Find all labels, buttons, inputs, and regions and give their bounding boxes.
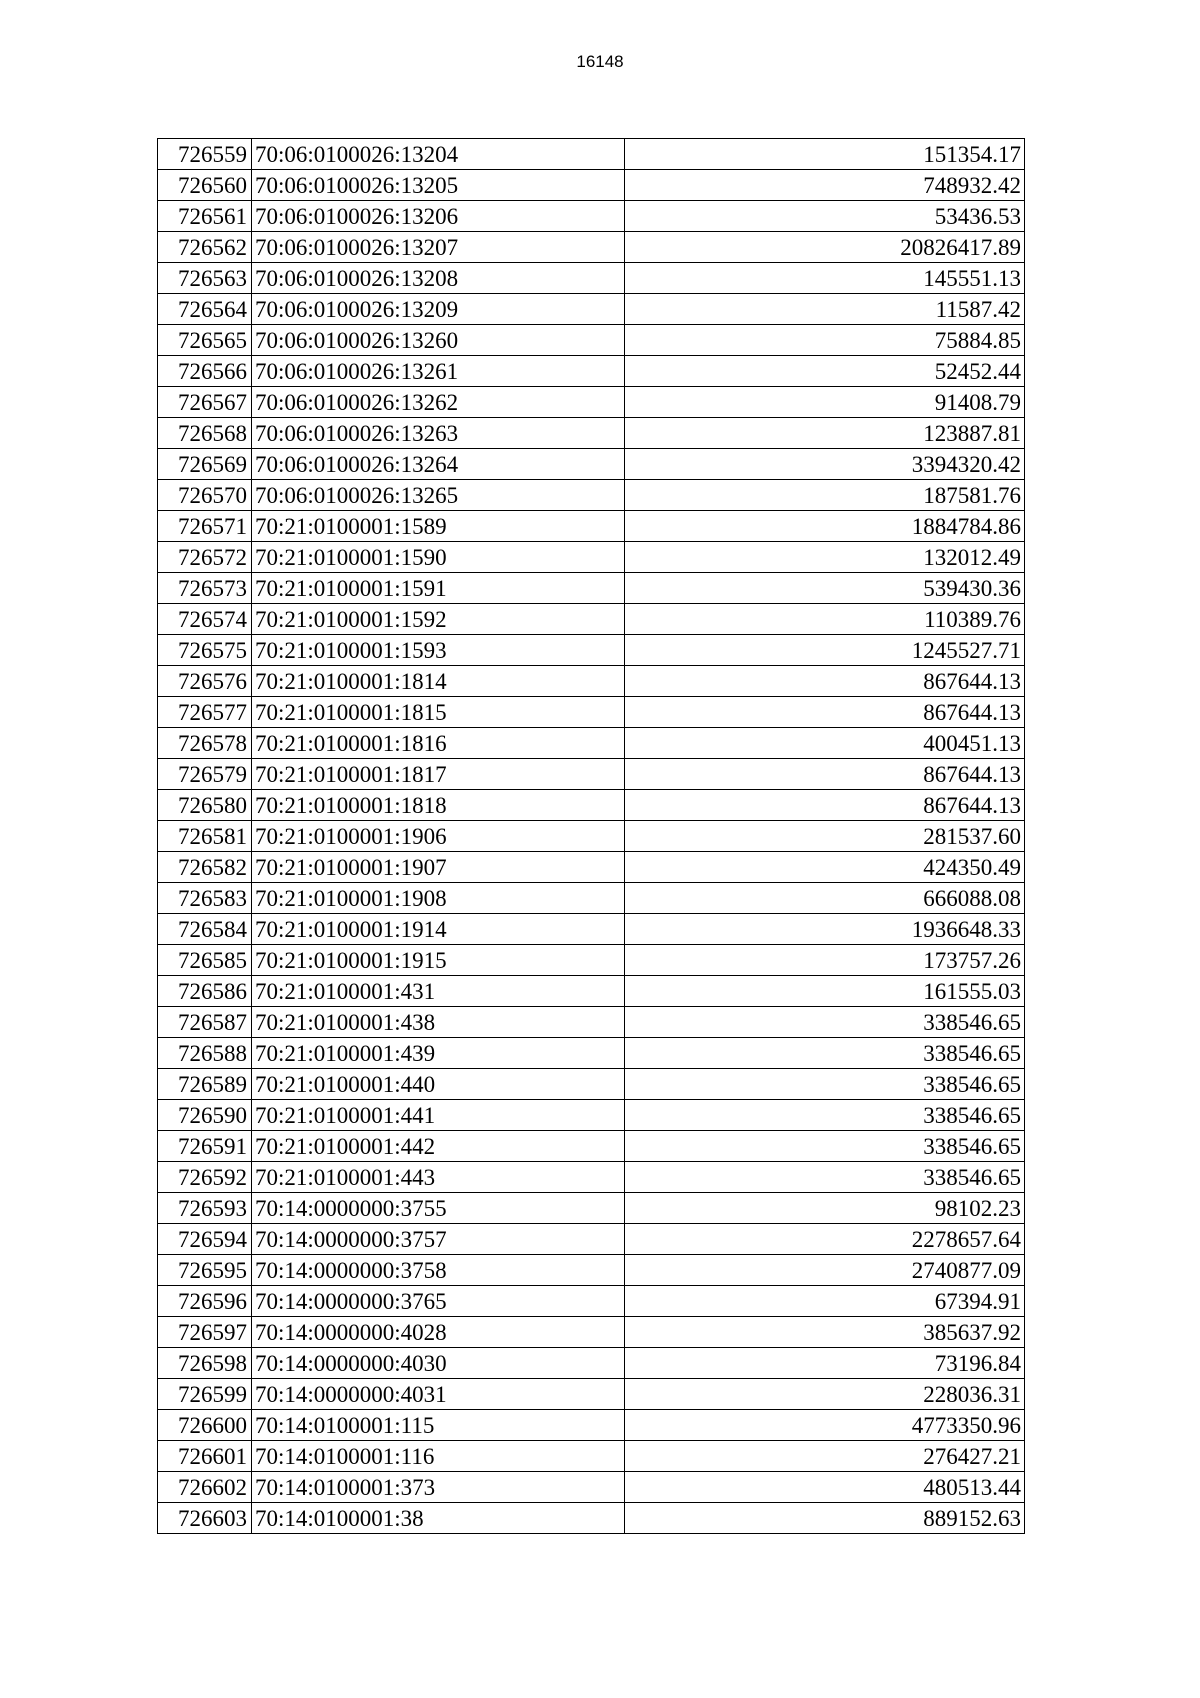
table-row <box>158 1348 1025 1379</box>
cadastral-value-cell: 338546.65 <box>625 1038 1025 1069</box>
cadastral-value-cell: 400451.13 <box>625 728 1025 759</box>
cadastral-number-cell: 70:21:0100001:1814 <box>252 666 625 697</box>
row-number-cell: 726559 <box>158 139 252 170</box>
table-row <box>158 728 1025 759</box>
row-number-cell: 726566 <box>158 356 252 387</box>
cadastral-value-cell: 338546.65 <box>625 1007 1025 1038</box>
row-number-cell: 726574 <box>158 604 252 635</box>
row-number-cell: 726580 <box>158 790 252 821</box>
table-row <box>158 914 1025 945</box>
cadastral-number-cell: 70:21:0100001:1593 <box>252 635 625 666</box>
cadastral-number-cell: 70:21:0100001:1816 <box>252 728 625 759</box>
cadastral-number-cell: 70:14:0000000:4028 <box>252 1317 625 1348</box>
cadastral-number-cell: 70:21:0100001:1817 <box>252 759 625 790</box>
table-row <box>158 449 1025 480</box>
row-number-cell: 726568 <box>158 418 252 449</box>
table-row <box>158 1410 1025 1441</box>
cadastral-number-cell: 70:21:0100001:1592 <box>252 604 625 635</box>
row-number-cell: 726564 <box>158 294 252 325</box>
row-number-cell: 726572 <box>158 542 252 573</box>
table-row <box>158 759 1025 790</box>
cadastral-value-cell: 338546.65 <box>625 1069 1025 1100</box>
row-number-cell: 726602 <box>158 1472 252 1503</box>
cadastral-number-cell: 70:06:0100026:13265 <box>252 480 625 511</box>
row-number-cell: 726565 <box>158 325 252 356</box>
table-row <box>158 666 1025 697</box>
row-number-cell: 726597 <box>158 1317 252 1348</box>
row-number-cell: 726569 <box>158 449 252 480</box>
cadastral-number-cell: 70:14:0100001:38 <box>252 1503 625 1534</box>
row-number-cell: 726591 <box>158 1131 252 1162</box>
cadastral-number-cell: 70:21:0100001:1915 <box>252 945 625 976</box>
cadastral-value-cell: 867644.13 <box>625 790 1025 821</box>
table-row <box>158 1224 1025 1255</box>
table-row <box>158 170 1025 201</box>
cadastral-value-cell: 748932.42 <box>625 170 1025 201</box>
cadastral-number-cell: 70:14:0100001:115 <box>252 1410 625 1441</box>
table-row <box>158 1255 1025 1286</box>
cadastral-value-cell: 98102.23 <box>625 1193 1025 1224</box>
cadastral-value-cell: 338546.65 <box>625 1162 1025 1193</box>
table-row <box>158 1503 1025 1534</box>
row-number-cell: 726577 <box>158 697 252 728</box>
cadastral-value-cell: 424350.49 <box>625 852 1025 883</box>
row-number-cell: 726599 <box>158 1379 252 1410</box>
row-number-cell: 726592 <box>158 1162 252 1193</box>
cadastral-value-cell: 228036.31 <box>625 1379 1025 1410</box>
row-number-cell: 726576 <box>158 666 252 697</box>
cadastral-number-cell: 70:21:0100001:442 <box>252 1131 625 1162</box>
cadastral-value-cell: 187581.76 <box>625 480 1025 511</box>
table-row <box>158 1162 1025 1193</box>
table-row <box>158 1100 1025 1131</box>
cadastral-value-cell: 867644.13 <box>625 697 1025 728</box>
cadastral-number-cell: 70:21:0100001:431 <box>252 976 625 1007</box>
cadastral-number-cell: 70:06:0100026:13261 <box>252 356 625 387</box>
table-row <box>158 635 1025 666</box>
table-row <box>158 201 1025 232</box>
row-number-cell: 726579 <box>158 759 252 790</box>
cadastral-number-cell: 70:14:0000000:3755 <box>252 1193 625 1224</box>
cadastral-value-cell: 867644.13 <box>625 666 1025 697</box>
table-row <box>158 852 1025 883</box>
cadastral-value-cell: 52452.44 <box>625 356 1025 387</box>
cadastral-value-cell: 276427.21 <box>625 1441 1025 1472</box>
cadastral-value-cell: 145551.13 <box>625 263 1025 294</box>
cadastral-value-cell: 161555.03 <box>625 976 1025 1007</box>
table-row <box>158 1441 1025 1472</box>
row-number-cell: 726585 <box>158 945 252 976</box>
cadastral-number-cell: 70:06:0100026:13264 <box>252 449 625 480</box>
cadastral-number-cell: 70:21:0100001:1590 <box>252 542 625 573</box>
row-number-cell: 726563 <box>158 263 252 294</box>
cadastral-value-cell: 91408.79 <box>625 387 1025 418</box>
cadastral-value-cell: 132012.49 <box>625 542 1025 573</box>
cadastral-number-cell: 70:14:0100001:373 <box>252 1472 625 1503</box>
row-number-cell: 726598 <box>158 1348 252 1379</box>
cadastral-value-cell: 75884.85 <box>625 325 1025 356</box>
cadastral-number-cell: 70:21:0100001:1906 <box>252 821 625 852</box>
cadastral-value-cell: 539430.36 <box>625 573 1025 604</box>
cadastral-number-cell: 70:06:0100026:13205 <box>252 170 625 201</box>
row-number-cell: 726596 <box>158 1286 252 1317</box>
cadastral-number-cell: 70:14:0000000:4030 <box>252 1348 625 1379</box>
cadastral-value-cell: 67394.91 <box>625 1286 1025 1317</box>
table-row <box>158 418 1025 449</box>
table-row <box>158 883 1025 914</box>
cadastral-number-cell: 70:21:0100001:440 <box>252 1069 625 1100</box>
cadastral-value-cell: 867644.13 <box>625 759 1025 790</box>
table-row <box>158 1317 1025 1348</box>
cadastral-number-cell: 70:21:0100001:1815 <box>252 697 625 728</box>
table-row <box>158 1038 1025 1069</box>
cadastral-number-cell: 70:14:0100001:116 <box>252 1441 625 1472</box>
row-number-cell: 726595 <box>158 1255 252 1286</box>
row-number-cell: 726562 <box>158 232 252 263</box>
cadastral-value-cell: 385637.92 <box>625 1317 1025 1348</box>
cadastral-value-cell: 173757.26 <box>625 945 1025 976</box>
cadastral-value-cell: 281537.60 <box>625 821 1025 852</box>
row-number-cell: 726588 <box>158 1038 252 1069</box>
cadastral-value-cell: 338546.65 <box>625 1131 1025 1162</box>
row-number-cell: 726575 <box>158 635 252 666</box>
cadastral-value-cell: 73196.84 <box>625 1348 1025 1379</box>
row-number-cell: 726586 <box>158 976 252 1007</box>
cadastral-number-cell: 70:06:0100026:13204 <box>252 139 625 170</box>
cadastral-value-cell: 123887.81 <box>625 418 1025 449</box>
page-number: 16148 <box>576 52 624 71</box>
cadastral-value-cell: 2740877.09 <box>625 1255 1025 1286</box>
table-row <box>158 1069 1025 1100</box>
table-row <box>158 573 1025 604</box>
row-number-cell: 726571 <box>158 511 252 542</box>
cadastral-number-cell: 70:14:0000000:3765 <box>252 1286 625 1317</box>
table-row <box>158 1131 1025 1162</box>
cadastral-value-cell: 2278657.64 <box>625 1224 1025 1255</box>
table-row <box>158 976 1025 1007</box>
row-number-cell: 726589 <box>158 1069 252 1100</box>
cadastral-value-cell: 53436.53 <box>625 201 1025 232</box>
table-row <box>158 387 1025 418</box>
cadastral-number-cell: 70:21:0100001:1591 <box>252 573 625 604</box>
cadastral-number-cell: 70:06:0100026:13209 <box>252 294 625 325</box>
cadastral-value-cell: 889152.63 <box>625 1503 1025 1534</box>
cadastral-value-cell: 666088.08 <box>625 883 1025 914</box>
table-row <box>158 232 1025 263</box>
row-number-cell: 726583 <box>158 883 252 914</box>
row-number-cell: 726584 <box>158 914 252 945</box>
cadastral-value-cell: 20826417.89 <box>625 232 1025 263</box>
row-number-cell: 726600 <box>158 1410 252 1441</box>
cadastral-number-cell: 70:21:0100001:1907 <box>252 852 625 883</box>
row-number-cell: 726582 <box>158 852 252 883</box>
cadastral-number-cell: 70:21:0100001:441 <box>252 1100 625 1131</box>
row-number-cell: 726561 <box>158 201 252 232</box>
cadastral-number-cell: 70:14:0000000:4031 <box>252 1379 625 1410</box>
table-row <box>158 790 1025 821</box>
cadastral-value-cell: 1884784.86 <box>625 511 1025 542</box>
row-number-cell: 726603 <box>158 1503 252 1534</box>
table-row <box>158 1286 1025 1317</box>
cadastral-value-cell: 1936648.33 <box>625 914 1025 945</box>
cadastral-value-cell: 338546.65 <box>625 1100 1025 1131</box>
table-row <box>158 356 1025 387</box>
cadastral-value-cell: 11587.42 <box>625 294 1025 325</box>
cadastral-number-cell: 70:14:0000000:3758 <box>252 1255 625 1286</box>
cadastral-value-cell: 3394320.42 <box>625 449 1025 480</box>
cadastral-value-cell: 151354.17 <box>625 139 1025 170</box>
cadastral-value-cell: 1245527.71 <box>625 635 1025 666</box>
cadastral-value-cell: 4773350.96 <box>625 1410 1025 1441</box>
table-row <box>158 139 1025 170</box>
table-row <box>158 1472 1025 1503</box>
table-row <box>158 1193 1025 1224</box>
table-body <box>158 139 1025 1534</box>
cadastral-value-cell: 480513.44 <box>625 1472 1025 1503</box>
row-number-cell: 726567 <box>158 387 252 418</box>
table-row <box>158 542 1025 573</box>
row-number-cell: 726581 <box>158 821 252 852</box>
row-number-cell: 726593 <box>158 1193 252 1224</box>
table-row <box>158 604 1025 635</box>
cadastral-number-cell: 70:06:0100026:13260 <box>252 325 625 356</box>
cadastral-number-cell: 70:06:0100026:13263 <box>252 418 625 449</box>
table-row <box>158 294 1025 325</box>
table-row <box>158 1007 1025 1038</box>
table-row <box>158 325 1025 356</box>
row-number-cell: 726594 <box>158 1224 252 1255</box>
row-number-cell: 726601 <box>158 1441 252 1472</box>
table-row <box>158 511 1025 542</box>
cadastral-number-cell: 70:06:0100026:13262 <box>252 387 625 418</box>
table-row <box>158 821 1025 852</box>
cadastral-number-cell: 70:14:0000000:3757 <box>252 1224 625 1255</box>
table-row <box>158 480 1025 511</box>
cadastral-value-cell: 110389.76 <box>625 604 1025 635</box>
table-row <box>158 697 1025 728</box>
cadastral-number-cell: 70:21:0100001:1818 <box>252 790 625 821</box>
row-number-cell: 726578 <box>158 728 252 759</box>
cadastral-number-cell: 70:21:0100001:1908 <box>252 883 625 914</box>
table-row <box>158 945 1025 976</box>
row-number-cell: 726587 <box>158 1007 252 1038</box>
cadastral-number-cell: 70:21:0100001:1589 <box>252 511 625 542</box>
row-number-cell: 726573 <box>158 573 252 604</box>
cadastral-number-cell: 70:06:0100026:13206 <box>252 201 625 232</box>
cadastral-number-cell: 70:21:0100001:443 <box>252 1162 625 1193</box>
row-number-cell: 726560 <box>158 170 252 201</box>
cadastral-value-table <box>157 138 1025 1534</box>
table-row <box>158 1379 1025 1410</box>
table-row <box>158 263 1025 294</box>
row-number-cell: 726590 <box>158 1100 252 1131</box>
cadastral-number-cell: 70:21:0100001:1914 <box>252 914 625 945</box>
row-number-cell: 726570 <box>158 480 252 511</box>
cadastral-number-cell: 70:06:0100026:13207 <box>252 232 625 263</box>
cadastral-number-cell: 70:06:0100026:13208 <box>252 263 625 294</box>
cadastral-number-cell: 70:21:0100001:439 <box>252 1038 625 1069</box>
cadastral-number-cell: 70:21:0100001:438 <box>252 1007 625 1038</box>
